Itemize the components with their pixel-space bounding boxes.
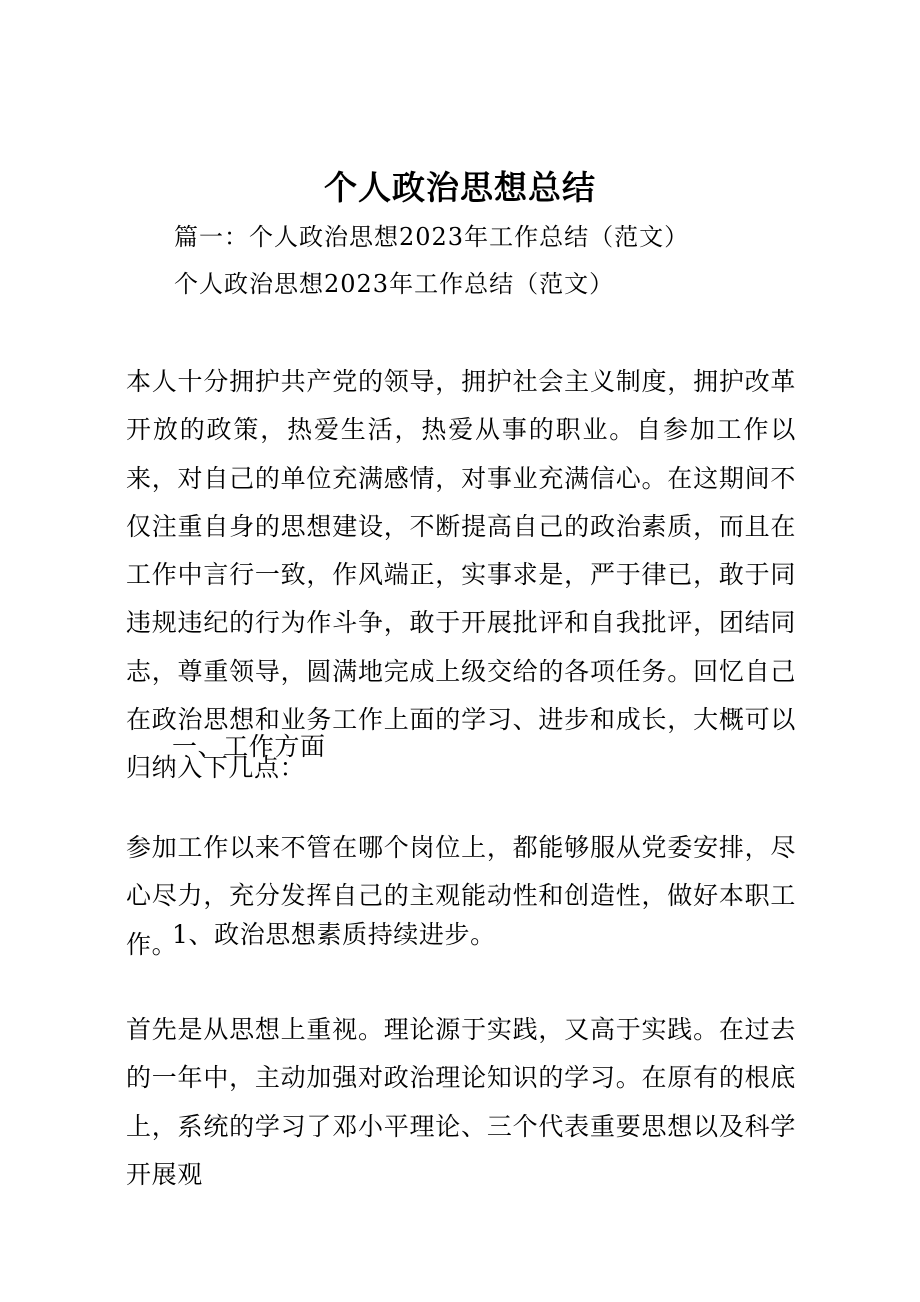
document-subtitle-primary: 篇一：个人政治思想2023年工作总结（范文）: [174, 223, 690, 251]
section-heading-political-quality: 1、政治思想素质持续进步。: [172, 920, 496, 949]
document-title: 个人政治思想总结: [324, 168, 596, 207]
body-paragraph-work: 参加工作以来不管在哪个岗位上，都能够服从党委安排，尽心尽力，充分发挥自己的主观能动性和创造性，做好本职工作。: [126, 833, 796, 959]
body-paragraph-intro: 本人十分拥护共产党的领导，拥护社会主义制度，拥护改革开放的政策，热爱生活，热爱从事的职业。自参加工作以来，对自己的单位充满感情，对事业充满信心。在这期间不仅注重自身的思想建设，不断提高自己的政治素质，而且在工作中言行一致，作风端正，实事求是，严于律已，敢于同违规违纪的行为作斗争，敢于开展批评和自我批评，团结同志，尊重领导，圆满地完成上级交给的各项任务。回忆自己在政治思想和业务工作上面的学习、进步和成长，大概可以归纳入下几点：: [126, 367, 796, 783]
document-subtitle-secondary: 个人政治思想2023年工作总结（范文）: [174, 270, 615, 298]
section-heading-work: 一、工作方面: [172, 732, 326, 761]
body-paragraph-theory: 首先是从思想上重视。理论源于实践，又高于实践。在过去的一年中，主动加强对政治理论知识的学习。在原有的根底上，系统的学习了邓小平理论、三个代表重要思想以及科学开展观: [126, 1015, 796, 1189]
